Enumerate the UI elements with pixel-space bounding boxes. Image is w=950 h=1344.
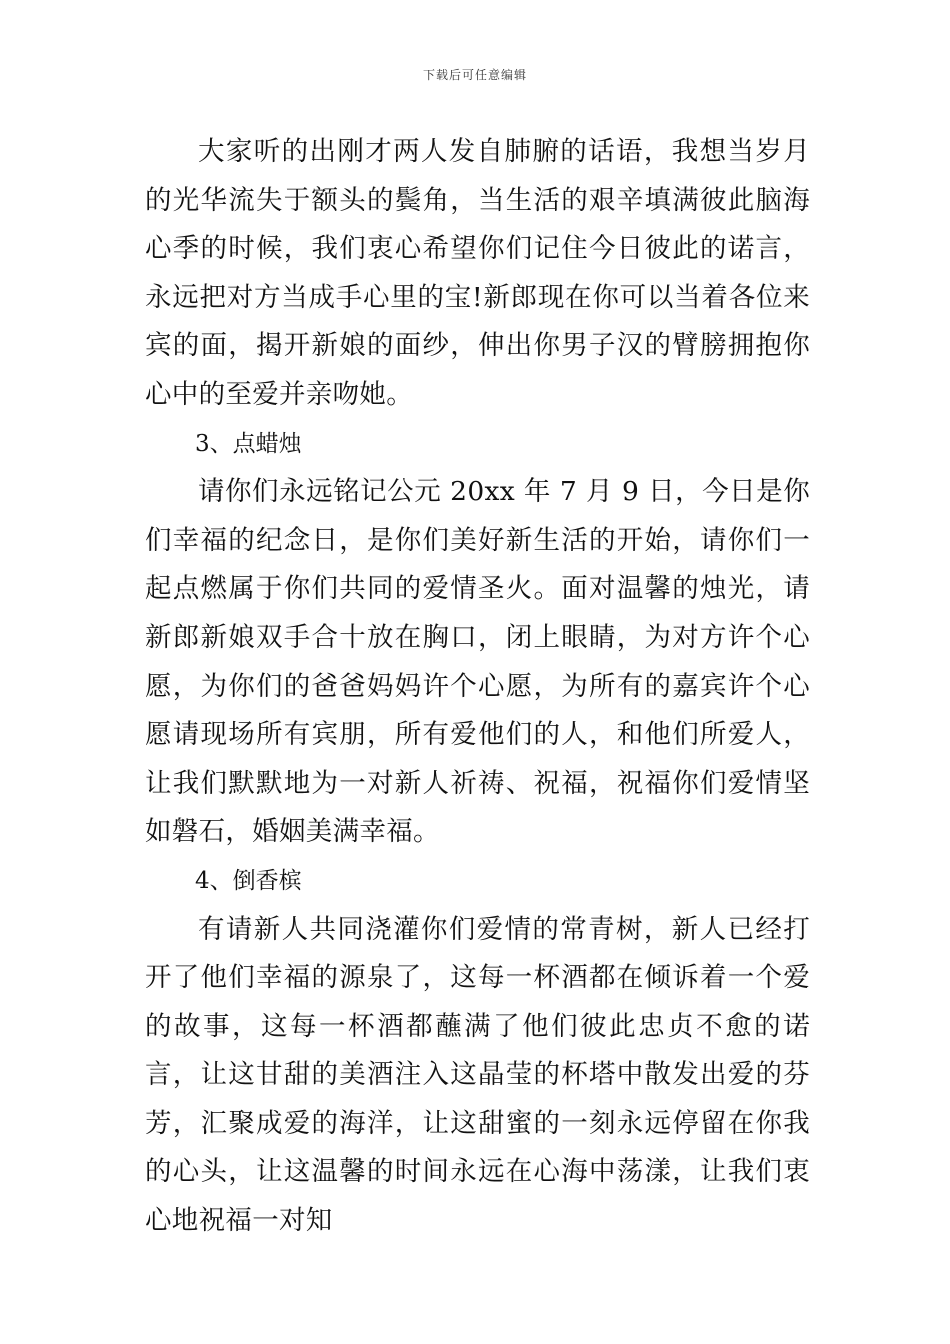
paragraph-vows: 大家听的出刚才两人发自肺腑的话语，我想当岁月的光华流失于额头的鬓角，当生活的艰辛填满彼此脑海心季的时候，我们衷心希望你们记住今日彼此的诺言，永远把对方当成手心里的宝!新郎现在你可以当着各位来宾的面，揭开新娘的面纱，伸出你男子汉的臂膀拥抱你心中的至爱并亲吻她。 [145,136,810,410]
header-note: 下载后可任意编辑 [422,68,527,82]
paragraph-candle: 请你们永远铭记公元 20xx 年 7 月 9 日，今日是你们幸福的纪念日，是你们美好新生活的开始，请你们一起点燃属于你们共同的爱情圣火。面对温馨的烛光，请新郎新娘双手合十放在胸口，闭上眼睛，为对方许个心愿，为你们的爸爸妈妈许个心愿，为所有的嘉宾许个心愿请现场所有宾朋，所有爱他们的人，和他们所爱人，让我们默默地为一对新人祈祷、祝福，祝福你们爱情坚如磐石，婚姻美满幸福。 [145,476,810,848]
paragraph-champagne: 有请新人共同浇灌你们爱情的常青树，新人已经打开了他们幸福的源泉了，这每一杯酒都在倾诉着一个爱的故事，这每一杯酒都蘸满了他们彼此忠贞不愈的诺言，让这甘甜的美酒注入这晶莹的杯塔中散发出爱的芬芳，汇聚成爱的海洋，让这甜蜜的一刻永远停留在你我的心头，让这温馨的时间永远在心海中荡漾，让我们衷心地祝福一对知 [145,913,810,1237]
section-heading-champagne: 4、倒香槟 [195,867,302,894]
section-heading-candle: 3、点蜡烛 [195,430,302,457]
document-body [145,128,810,1246]
